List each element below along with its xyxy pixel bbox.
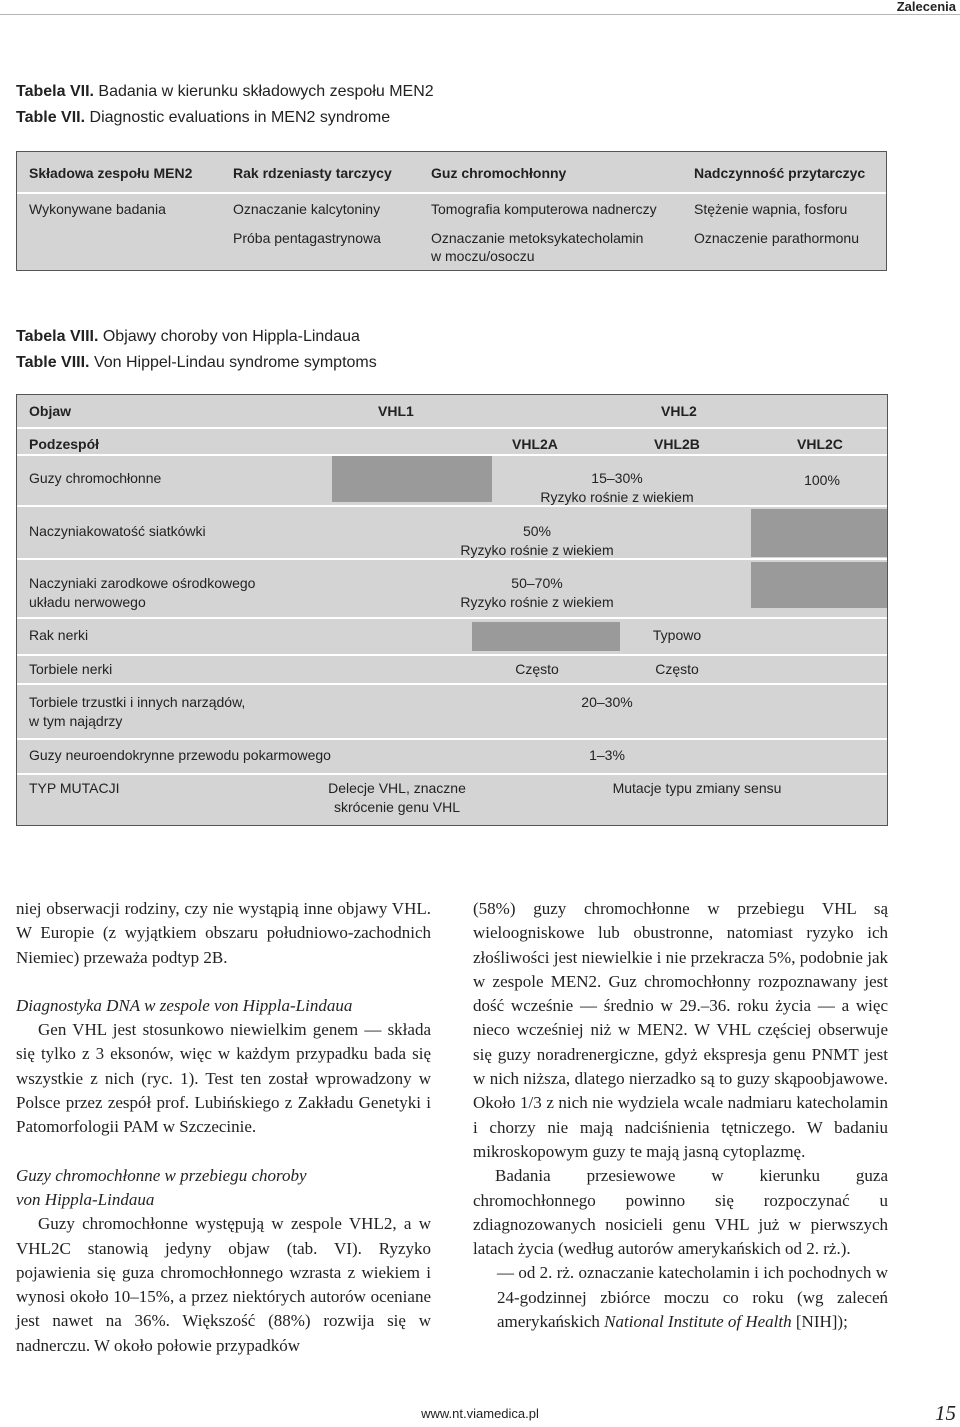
row-separator bbox=[17, 773, 887, 775]
table8 bbox=[16, 394, 888, 826]
row-separator bbox=[17, 505, 887, 507]
cell-value: 20–30% bbox=[581, 694, 633, 710]
section-heading: Guzy chromochłonne w przebiegu choroby bbox=[16, 1165, 307, 1185]
shaded-cell bbox=[472, 622, 620, 651]
row-separator bbox=[17, 738, 887, 740]
list-item: — od 2. rż. oznaczanie katecholamin i ich pochodnych w 24-godzinnej zbiórce moczu co roku (wg zaleceń amerykańskich National Institute of Health [NIH]); bbox=[497, 1263, 888, 1332]
row-separator bbox=[17, 617, 887, 619]
table7-header-cell: Guz chromochłonny bbox=[431, 165, 567, 181]
row-label-typ-mutacji: TYP MUTACJI bbox=[29, 780, 120, 796]
header-vhl2a: VHL2A bbox=[512, 436, 558, 452]
row-label-torbiele-trzustki: Torbiele trzustki i innych narządów, bbox=[29, 694, 246, 710]
cell-value: 100% bbox=[804, 472, 840, 488]
row-label-guzy: Guzy chromochłonne bbox=[29, 470, 162, 486]
cell-value: Często bbox=[655, 661, 699, 677]
header-podzespol: Podzespół bbox=[29, 436, 100, 452]
table8-caption-pl: Tabela VIII. Objawy choroby von Hippla-Lindaua bbox=[16, 328, 360, 345]
header-objaw: Objaw bbox=[29, 403, 72, 419]
table7-cell: Oznaczenie parathormonu bbox=[694, 230, 859, 246]
cell-value: 50% bbox=[522, 523, 552, 539]
footer-url: www.nt.viamedica.pl bbox=[421, 1406, 539, 1421]
table7-header-cell: Rak rdzeniasty tarczycy bbox=[233, 165, 392, 181]
table7-cell: Tomografia komputerowa nadnerczy bbox=[431, 201, 657, 217]
cell-value: Mutacje typu zmiany sensu bbox=[612, 780, 782, 796]
row-separator bbox=[17, 454, 887, 456]
cell-note: Ryzyko rośnie z wiekiem bbox=[460, 594, 614, 610]
header-rule bbox=[0, 14, 960, 15]
table7-header-cell: Nadczynność przytarczyc bbox=[694, 165, 866, 181]
row-label-torbiele-trzustki-2: w tym najądrzy bbox=[29, 713, 123, 729]
cell-value-2: skrócenie genu VHL bbox=[333, 799, 461, 815]
paragraph: Guzy chromochłonne występują w zespole VHL2, a w VHL2C stanowią jedyny objaw (tab. VI). Ryzyko pojawienia się guza chromochłonnego wzrasta z wiekiem i wynosi około 10–15%, a przez niektórych autorów oceniane jest nawet na 36%. Większość (88%) rozwija się w nadnerczu. W około połowie przypadków bbox=[16, 1214, 431, 1355]
cell-value: 1–3% bbox=[589, 747, 625, 763]
table7-caption-pl: Tabela VII. Badania w kierunku składowych zespołu MEN2 bbox=[16, 83, 434, 100]
header-vhl2: VHL2 bbox=[661, 403, 697, 419]
paragraph: (58%) guzy chromochłonne w przebiegu VHL są wieloogniskowe lub obustronne, natomiast ryzyko ich złośliwości jest niewielkie i nie przekracza 5%, podobnie jak w zespole MEN2. Guz chromochłonny rozpoznawany jest dość wcześnie — średnio w 29.–36. roku życia — a więc nieco wcześniej niż w MEN2. W VHL częściej obserwuje się guzy noradrenergiczne, gdyż ekspresja genu PNMT jest w nich niższa, dlatego nierzadko są to guzy skąpoobjawowe. Około 1/3 z nich nie wydziela wcale nadmiaru katecholamin i chorzy nie mają nadciśnienia tętniczego. W badaniu mikroskopowym guzy te mają jasną cytoplazmę. bbox=[473, 899, 888, 1161]
row-separator bbox=[17, 427, 887, 429]
header-vhl2c: VHL2C bbox=[797, 436, 843, 452]
header-vhl1: VHL1 bbox=[378, 403, 414, 419]
row-label-naczyniaki: Naczyniaki zarodkowe ośrodkowego bbox=[29, 575, 256, 591]
cell-value: Często bbox=[515, 661, 559, 677]
table7-cell: Oznaczanie kalcytoniny bbox=[233, 201, 381, 217]
shaded-cell bbox=[751, 562, 888, 608]
section-heading: Diagnostyka DNA w zespole von Hippla-Lindaua bbox=[16, 995, 353, 1015]
cell-value: 50–70% bbox=[511, 575, 563, 591]
row-label-neuroendokrynne: Guzy neuroendokrynne przewodu pokarmowego bbox=[29, 747, 331, 763]
paragraph: Gen VHL jest stosunkowo niewielkim genem — składa się tylko z 3 eksonów, więc w każdym przypadku bada się wszystkie z nich (ryc. 1). Test ten został wprowadzony w Polsce przez zespół prof. Lubińskiego z Zakładu Genetyki i Patomorfologii PAM w Szczecinie. bbox=[16, 1020, 431, 1137]
row-label-siatkowka: Naczyniakowatość siatkówki bbox=[29, 523, 206, 539]
table7-cell: Wykonywane badania bbox=[29, 201, 166, 217]
table7-header-cell: Składowa zespołu MEN2 bbox=[29, 165, 193, 181]
paragraph: Badania przesiewowe w kierunku guza chromochłonnego powinno się rozpoczynać u zdiagnozowanych nosicieli genu VHL już w pierwszych latach życia (według autorów amerykańskich od 2. rż.). bbox=[473, 1166, 888, 1259]
cell-value: Typowo bbox=[652, 627, 702, 643]
shaded-cell bbox=[332, 456, 492, 502]
row-label-naczyniaki-2: układu nerwowego bbox=[29, 594, 146, 610]
row-label-rak-nerki: Rak nerki bbox=[29, 627, 89, 643]
table7-cell: Oznaczanie metoksykatecholamin bbox=[431, 230, 644, 246]
table7 bbox=[16, 151, 887, 271]
section-heading-2: von Hippla-Lindaua bbox=[16, 1189, 155, 1209]
table7-cell: w moczu/osoczu bbox=[431, 248, 535, 264]
row-separator bbox=[17, 683, 887, 685]
table8-caption-en: Table VIII. Von Hippel-Lindau syndrome symptoms bbox=[16, 354, 377, 371]
body-column-right bbox=[473, 897, 888, 1334]
section-label: Zalecenia bbox=[896, 0, 956, 14]
page-number: 15 bbox=[935, 1401, 956, 1425]
table7-caption-en: Table VII. Diagnostic evaluations in MEN2 syndrome bbox=[16, 109, 391, 126]
body-column-left bbox=[16, 897, 431, 1358]
cell-value: 15–30% bbox=[591, 470, 643, 486]
cell-note: Ryzyko rośnie z wiekiem bbox=[460, 542, 614, 558]
table7-header-separator bbox=[17, 192, 886, 194]
table7-cell: Próba pentagastrynowa bbox=[233, 230, 381, 246]
cell-value: Delecje VHL, znaczne bbox=[328, 780, 466, 796]
paragraph: niej obserwacji rodziny, czy nie wystąpią inne objawy VHL. W Europie (z wyjątkiem obszaru południowo-zachodnich Niemiec) przeważa podtyp 2B. bbox=[16, 899, 431, 967]
row-separator bbox=[17, 654, 887, 656]
row-label-torbiele-nerki: Torbiele nerki bbox=[29, 661, 113, 677]
cell-note: Ryzyko rośnie z wiekiem bbox=[540, 489, 694, 505]
table7-cell: Stężenie wapnia, fosforu bbox=[694, 201, 848, 217]
header-vhl2b: VHL2B bbox=[654, 436, 700, 452]
shaded-cell bbox=[751, 509, 888, 557]
